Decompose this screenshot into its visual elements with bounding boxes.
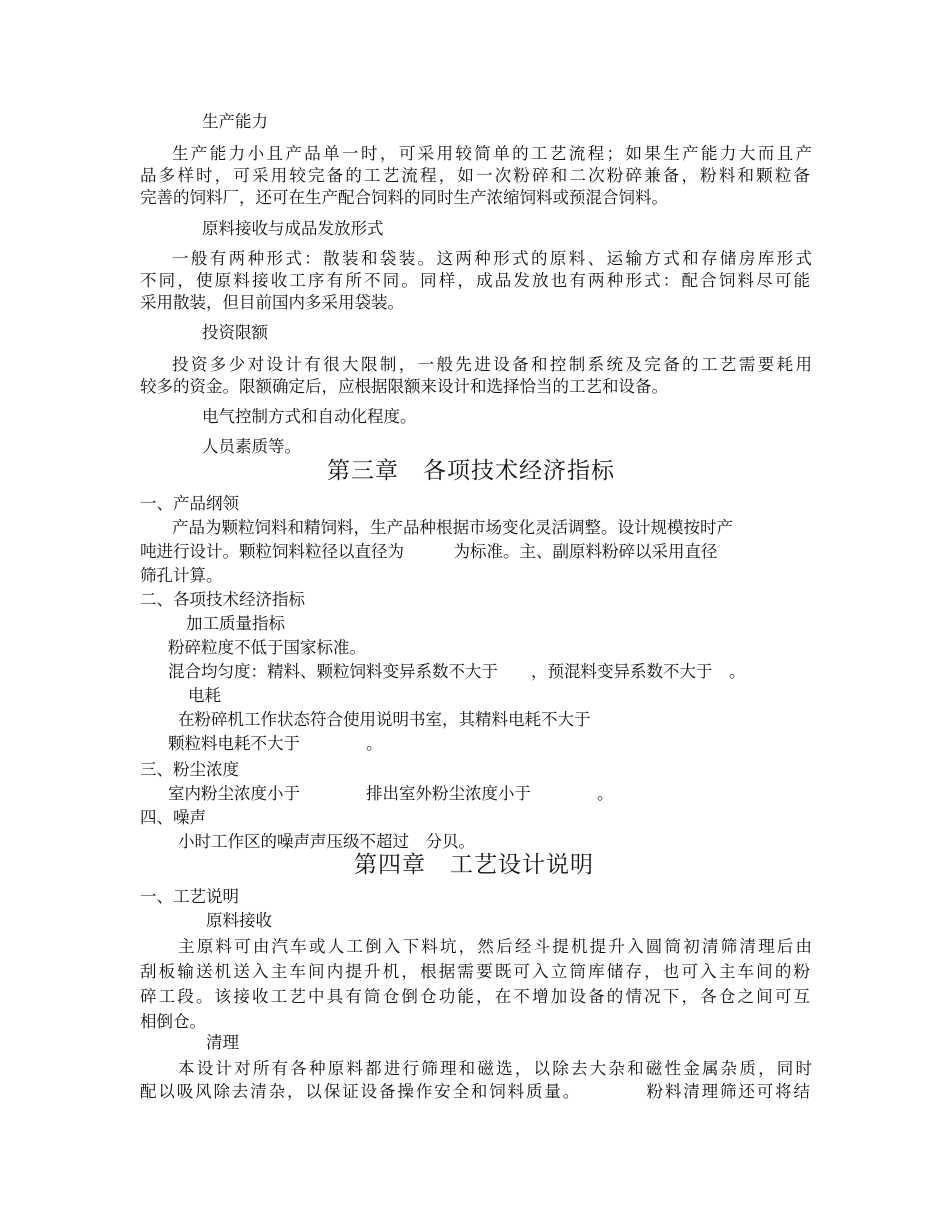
paragraph-line: 室内粉尘浓度小于 排出室外粉尘浓度小于 。 [168, 784, 614, 803]
section-heading-investment: 投资限额 [202, 323, 268, 342]
paragraph-line: 碎工段。该接收工艺中具有筒仓倒仓功能，在不增加设备的情况下，各仓之间可互 [140, 987, 810, 1006]
paragraph-line: 筛孔计算。 [140, 566, 223, 585]
sub-subheading: 清理 [206, 1033, 239, 1052]
subheading: 二、各项技术经济指标 [140, 590, 305, 609]
paragraph-line: 生产能力小且产品单一时，可采用较简单的工艺流程；如果生产能力大而且产 [172, 144, 812, 163]
chapter-title: 第三章 各项技术经济指标 [327, 458, 615, 484]
paragraph-line: 不同，使原料接收工序有所不同。同样，成品发放也有两种形式：配合饲料尽可能 [140, 271, 810, 290]
section-heading-electrical: 电气控制方式和自动化程度。 [202, 407, 417, 426]
subheading: 一、工艺说明 [140, 887, 239, 906]
sub-subheading: 电耗 [188, 686, 221, 705]
sub-subheading: 原料接收 [206, 911, 272, 930]
paragraph-line: 完善的饲料厂，还可在生产配合饲料的同时生产浓缩饲料或预混合饲料。 [140, 188, 668, 207]
paragraph-line: 粉碎粒度不低于国家标准。 [168, 638, 366, 657]
paragraph-line: 本设计对所有各种原料都进行筛理和磁选，以除去大杂和磁性金属杂质，同时 [178, 1059, 812, 1078]
paragraph-line: 配以吸风除去清杂，以保证设备操作安全和饲料质量。 粉料清理筛还可将结 [140, 1082, 810, 1101]
paragraph-line: 吨进行设计。颗粒饲料粒径以直径为 为标准。主、副原料粉碎以采用直径 [140, 542, 718, 561]
paragraph-line: 投资多少对设计有很大限制，一般先进设备和控制系统及完备的工艺需要耗用 [172, 355, 812, 374]
subheading: 四、噪声 [140, 808, 206, 827]
paragraph-line: 品多样时，可采用较完备的工艺流程，如一次粉碎和二次粉碎兼备，粉料和颗粒备 [140, 166, 810, 185]
paragraph-line: 较多的资金。限额确定后，应根据限额来设计和选择恰当的工艺和设备。 [140, 377, 668, 396]
paragraph-line: 小时工作区的噪声声压级不超过 分贝。 [178, 832, 475, 851]
paragraph-line: 相倒仓。 [140, 1012, 206, 1031]
section-heading-capacity: 生产能力 [202, 112, 268, 131]
section-heading-staff: 人员素质等。 [202, 437, 301, 456]
sub-subheading: 加工质量指标 [186, 614, 285, 633]
chapter-title: 第四章 工艺设计说明 [354, 852, 594, 878]
paragraph-line: 采用散装，但目前国内多采用袋装。 [140, 293, 404, 312]
paragraph-line: 颗粒料电耗不大于 。 [168, 734, 383, 753]
paragraph-line: 主原料可由汽车或人工倒入下料坑，然后经斗提机提升入圆筒初清筛清理后由 [178, 937, 812, 956]
paragraph-line: 混合均匀度：精料、颗粒饲料变异系数不大于 ，预混料变异系数不大于 。 [168, 662, 746, 681]
subheading: 一、产品纲领 [140, 494, 239, 513]
paragraph-line: 一般有两种形式：散装和袋装。这两种形式的原料、运输方式和存储房库形式 [172, 249, 812, 268]
paragraph-line: 刮板输送机送入主车间内提升机，根据需要既可入立筒库储存，也可入主车间的粉 [140, 962, 810, 981]
paragraph-line: 产品为颗粒饲料和精饲料，生产品种根据市场变化灵活调整。设计规模按时产 [172, 518, 733, 537]
section-heading-receiving: 原料接收与成品发放形式 [202, 219, 384, 238]
subheading: 三、粉尘浓度 [140, 760, 239, 779]
paragraph-line: 在粉碎机工作状态符合使用说明书室，其精料电耗不大于 [178, 710, 591, 729]
